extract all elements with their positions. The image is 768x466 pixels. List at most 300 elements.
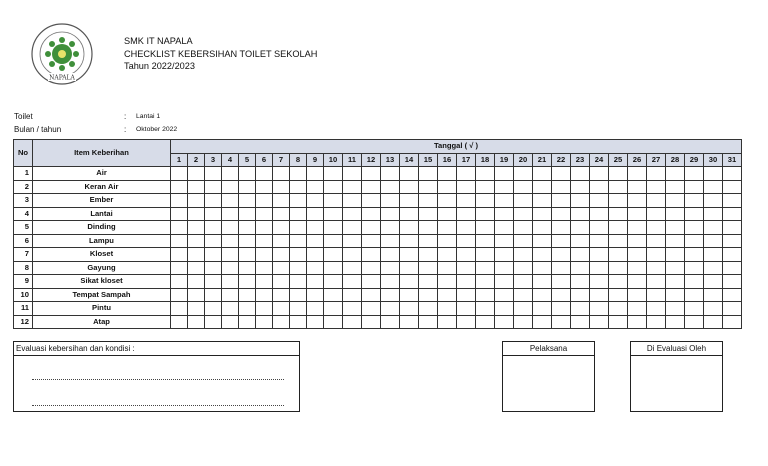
- check-cell[interactable]: [609, 167, 628, 181]
- check-cell[interactable]: [704, 194, 723, 208]
- check-cell[interactable]: [609, 261, 628, 275]
- check-cell[interactable]: [495, 221, 514, 235]
- check-cell[interactable]: [552, 234, 571, 248]
- check-cell[interactable]: [273, 221, 290, 235]
- check-cell[interactable]: [343, 261, 362, 275]
- check-cell[interactable]: [495, 315, 514, 329]
- check-cell[interactable]: [239, 288, 256, 302]
- check-cell[interactable]: [571, 194, 590, 208]
- check-cell[interactable]: [362, 261, 381, 275]
- check-cell[interactable]: [552, 275, 571, 289]
- check-cell[interactable]: [552, 221, 571, 235]
- check-cell[interactable]: [438, 275, 457, 289]
- check-cell[interactable]: [609, 234, 628, 248]
- check-cell[interactable]: [628, 288, 647, 302]
- check-cell[interactable]: [381, 167, 400, 181]
- check-cell[interactable]: [381, 288, 400, 302]
- check-cell[interactable]: [590, 194, 609, 208]
- check-cell[interactable]: [307, 248, 324, 262]
- check-cell[interactable]: [723, 248, 742, 262]
- check-cell[interactable]: [222, 194, 239, 208]
- check-cell[interactable]: [343, 207, 362, 221]
- check-cell[interactable]: [495, 167, 514, 181]
- check-cell[interactable]: [256, 315, 273, 329]
- check-cell[interactable]: [533, 207, 552, 221]
- check-cell[interactable]: [723, 207, 742, 221]
- check-cell[interactable]: [666, 275, 685, 289]
- check-cell[interactable]: [476, 194, 495, 208]
- check-cell[interactable]: [256, 207, 273, 221]
- check-cell[interactable]: [362, 180, 381, 194]
- check-cell[interactable]: [239, 275, 256, 289]
- check-cell[interactable]: [495, 207, 514, 221]
- check-cell[interactable]: [307, 194, 324, 208]
- check-cell[interactable]: [476, 221, 495, 235]
- check-cell[interactable]: [324, 315, 343, 329]
- check-cell[interactable]: [457, 302, 476, 316]
- check-cell[interactable]: [205, 194, 222, 208]
- check-cell[interactable]: [666, 302, 685, 316]
- check-cell[interactable]: [476, 207, 495, 221]
- check-cell[interactable]: [590, 248, 609, 262]
- check-cell[interactable]: [590, 302, 609, 316]
- check-cell[interactable]: [205, 275, 222, 289]
- check-cell[interactable]: [647, 180, 666, 194]
- check-cell[interactable]: [400, 221, 419, 235]
- check-cell[interactable]: [171, 261, 188, 275]
- check-cell[interactable]: [290, 167, 307, 181]
- check-cell[interactable]: [362, 288, 381, 302]
- check-cell[interactable]: [419, 248, 438, 262]
- check-cell[interactable]: [205, 248, 222, 262]
- check-cell[interactable]: [222, 261, 239, 275]
- check-cell[interactable]: [343, 234, 362, 248]
- check-cell[interactable]: [704, 248, 723, 262]
- check-cell[interactable]: [400, 248, 419, 262]
- check-cell[interactable]: [571, 248, 590, 262]
- check-cell[interactable]: [171, 275, 188, 289]
- check-cell[interactable]: [400, 261, 419, 275]
- check-cell[interactable]: [590, 288, 609, 302]
- check-cell[interactable]: [628, 221, 647, 235]
- check-cell[interactable]: [273, 234, 290, 248]
- check-cell[interactable]: [222, 288, 239, 302]
- check-cell[interactable]: [628, 234, 647, 248]
- check-cell[interactable]: [273, 167, 290, 181]
- check-cell[interactable]: [552, 180, 571, 194]
- check-cell[interactable]: [685, 261, 704, 275]
- check-cell[interactable]: [590, 315, 609, 329]
- check-cell[interactable]: [609, 315, 628, 329]
- check-cell[interactable]: [419, 315, 438, 329]
- check-cell[interactable]: [171, 288, 188, 302]
- check-cell[interactable]: [343, 248, 362, 262]
- check-cell[interactable]: [495, 261, 514, 275]
- check-cell[interactable]: [290, 315, 307, 329]
- check-cell[interactable]: [438, 302, 457, 316]
- check-cell[interactable]: [307, 234, 324, 248]
- check-cell[interactable]: [628, 248, 647, 262]
- pelaksana-signature-area[interactable]: [503, 356, 594, 410]
- check-cell[interactable]: [685, 167, 704, 181]
- check-cell[interactable]: [571, 221, 590, 235]
- check-cell[interactable]: [685, 194, 704, 208]
- check-cell[interactable]: [188, 302, 205, 316]
- check-cell[interactable]: [704, 207, 723, 221]
- check-cell[interactable]: [400, 194, 419, 208]
- check-cell[interactable]: [666, 167, 685, 181]
- check-cell[interactable]: [571, 302, 590, 316]
- check-cell[interactable]: [188, 221, 205, 235]
- check-cell[interactable]: [533, 221, 552, 235]
- check-cell[interactable]: [514, 248, 533, 262]
- check-cell[interactable]: [590, 207, 609, 221]
- check-cell[interactable]: [704, 302, 723, 316]
- check-cell[interactable]: [495, 234, 514, 248]
- check-cell[interactable]: [457, 275, 476, 289]
- check-cell[interactable]: [609, 288, 628, 302]
- check-cell[interactable]: [609, 302, 628, 316]
- check-cell[interactable]: [343, 194, 362, 208]
- check-cell[interactable]: [438, 288, 457, 302]
- check-cell[interactable]: [495, 248, 514, 262]
- check-cell[interactable]: [239, 167, 256, 181]
- check-cell[interactable]: [273, 288, 290, 302]
- check-cell[interactable]: [400, 207, 419, 221]
- check-cell[interactable]: [666, 221, 685, 235]
- check-cell[interactable]: [438, 207, 457, 221]
- check-cell[interactable]: [205, 302, 222, 316]
- check-cell[interactable]: [343, 315, 362, 329]
- check-cell[interactable]: [273, 261, 290, 275]
- check-cell[interactable]: [647, 288, 666, 302]
- check-cell[interactable]: [514, 221, 533, 235]
- check-cell[interactable]: [552, 248, 571, 262]
- check-cell[interactable]: [419, 302, 438, 316]
- check-cell[interactable]: [239, 302, 256, 316]
- check-cell[interactable]: [205, 288, 222, 302]
- check-cell[interactable]: [307, 315, 324, 329]
- check-cell[interactable]: [514, 302, 533, 316]
- check-cell[interactable]: [273, 180, 290, 194]
- check-cell[interactable]: [647, 315, 666, 329]
- check-cell[interactable]: [307, 288, 324, 302]
- check-cell[interactable]: [704, 275, 723, 289]
- check-cell[interactable]: [666, 207, 685, 221]
- check-cell[interactable]: [533, 315, 552, 329]
- check-cell[interactable]: [628, 302, 647, 316]
- check-cell[interactable]: [307, 261, 324, 275]
- check-cell[interactable]: [647, 302, 666, 316]
- check-cell[interactable]: [307, 302, 324, 316]
- check-cell[interactable]: [307, 275, 324, 289]
- check-cell[interactable]: [685, 288, 704, 302]
- check-cell[interactable]: [205, 207, 222, 221]
- check-cell[interactable]: [188, 261, 205, 275]
- check-cell[interactable]: [324, 167, 343, 181]
- check-cell[interactable]: [457, 248, 476, 262]
- check-cell[interactable]: [205, 221, 222, 235]
- check-cell[interactable]: [476, 288, 495, 302]
- check-cell[interactable]: [171, 234, 188, 248]
- check-cell[interactable]: [381, 221, 400, 235]
- check-cell[interactable]: [609, 221, 628, 235]
- check-cell[interactable]: [457, 194, 476, 208]
- check-cell[interactable]: [514, 315, 533, 329]
- check-cell[interactable]: [222, 207, 239, 221]
- check-cell[interactable]: [400, 167, 419, 181]
- check-cell[interactable]: [590, 167, 609, 181]
- check-cell[interactable]: [273, 194, 290, 208]
- check-cell[interactable]: [628, 167, 647, 181]
- check-cell[interactable]: [476, 315, 495, 329]
- check-cell[interactable]: [307, 167, 324, 181]
- check-cell[interactable]: [256, 248, 273, 262]
- check-cell[interactable]: [666, 248, 685, 262]
- check-cell[interactable]: [171, 194, 188, 208]
- check-cell[interactable]: [647, 275, 666, 289]
- check-cell[interactable]: [666, 288, 685, 302]
- check-cell[interactable]: [188, 248, 205, 262]
- check-cell[interactable]: [628, 180, 647, 194]
- check-cell[interactable]: [704, 234, 723, 248]
- check-cell[interactable]: [514, 194, 533, 208]
- check-cell[interactable]: [188, 234, 205, 248]
- check-cell[interactable]: [381, 194, 400, 208]
- check-cell[interactable]: [256, 302, 273, 316]
- check-cell[interactable]: [533, 261, 552, 275]
- check-cell[interactable]: [188, 315, 205, 329]
- check-cell[interactable]: [188, 207, 205, 221]
- check-cell[interactable]: [438, 180, 457, 194]
- check-cell[interactable]: [723, 315, 742, 329]
- check-cell[interactable]: [704, 221, 723, 235]
- check-cell[interactable]: [723, 275, 742, 289]
- check-cell[interactable]: [324, 288, 343, 302]
- check-cell[interactable]: [476, 180, 495, 194]
- check-cell[interactable]: [571, 167, 590, 181]
- check-cell[interactable]: [438, 315, 457, 329]
- check-cell[interactable]: [514, 180, 533, 194]
- check-cell[interactable]: [666, 261, 685, 275]
- check-cell[interactable]: [609, 275, 628, 289]
- check-cell[interactable]: [324, 207, 343, 221]
- check-cell[interactable]: [256, 234, 273, 248]
- check-cell[interactable]: [647, 207, 666, 221]
- check-cell[interactable]: [362, 248, 381, 262]
- check-cell[interactable]: [381, 234, 400, 248]
- check-cell[interactable]: [222, 275, 239, 289]
- evaluation-line-1[interactable]: [32, 379, 284, 380]
- check-cell[interactable]: [704, 180, 723, 194]
- check-cell[interactable]: [476, 302, 495, 316]
- check-cell[interactable]: [239, 221, 256, 235]
- check-cell[interactable]: [324, 275, 343, 289]
- check-cell[interactable]: [647, 221, 666, 235]
- check-cell[interactable]: [343, 221, 362, 235]
- check-cell[interactable]: [533, 234, 552, 248]
- check-cell[interactable]: [704, 167, 723, 181]
- check-cell[interactable]: [514, 167, 533, 181]
- check-cell[interactable]: [666, 180, 685, 194]
- check-cell[interactable]: [457, 288, 476, 302]
- check-cell[interactable]: [324, 261, 343, 275]
- check-cell[interactable]: [723, 194, 742, 208]
- check-cell[interactable]: [222, 315, 239, 329]
- check-cell[interactable]: [400, 288, 419, 302]
- check-cell[interactable]: [590, 261, 609, 275]
- check-cell[interactable]: [256, 288, 273, 302]
- check-cell[interactable]: [552, 288, 571, 302]
- check-cell[interactable]: [239, 207, 256, 221]
- check-cell[interactable]: [514, 207, 533, 221]
- check-cell[interactable]: [362, 167, 381, 181]
- check-cell[interactable]: [533, 288, 552, 302]
- check-cell[interactable]: [628, 207, 647, 221]
- check-cell[interactable]: [343, 302, 362, 316]
- check-cell[interactable]: [495, 302, 514, 316]
- check-cell[interactable]: [495, 275, 514, 289]
- evaluation-line-2[interactable]: [32, 405, 284, 406]
- check-cell[interactable]: [273, 302, 290, 316]
- check-cell[interactable]: [628, 194, 647, 208]
- check-cell[interactable]: [362, 234, 381, 248]
- check-cell[interactable]: [419, 261, 438, 275]
- check-cell[interactable]: [400, 234, 419, 248]
- check-cell[interactable]: [290, 221, 307, 235]
- check-cell[interactable]: [400, 315, 419, 329]
- check-cell[interactable]: [628, 275, 647, 289]
- check-cell[interactable]: [533, 302, 552, 316]
- check-cell[interactable]: [400, 302, 419, 316]
- check-cell[interactable]: [307, 180, 324, 194]
- check-cell[interactable]: [685, 234, 704, 248]
- check-cell[interactable]: [723, 288, 742, 302]
- check-cell[interactable]: [362, 275, 381, 289]
- check-cell[interactable]: [381, 315, 400, 329]
- check-cell[interactable]: [457, 261, 476, 275]
- check-cell[interactable]: [438, 234, 457, 248]
- check-cell[interactable]: [438, 248, 457, 262]
- check-cell[interactable]: [239, 261, 256, 275]
- check-cell[interactable]: [290, 275, 307, 289]
- check-cell[interactable]: [381, 261, 400, 275]
- check-cell[interactable]: [256, 261, 273, 275]
- check-cell[interactable]: [256, 221, 273, 235]
- check-cell[interactable]: [438, 167, 457, 181]
- check-cell[interactable]: [273, 275, 290, 289]
- check-cell[interactable]: [514, 288, 533, 302]
- check-cell[interactable]: [685, 275, 704, 289]
- check-cell[interactable]: [256, 180, 273, 194]
- check-cell[interactable]: [723, 302, 742, 316]
- check-cell[interactable]: [723, 261, 742, 275]
- check-cell[interactable]: [609, 248, 628, 262]
- check-cell[interactable]: [571, 288, 590, 302]
- check-cell[interactable]: [647, 167, 666, 181]
- check-cell[interactable]: [324, 180, 343, 194]
- check-cell[interactable]: [273, 207, 290, 221]
- check-cell[interactable]: [381, 275, 400, 289]
- check-cell[interactable]: [666, 315, 685, 329]
- check-cell[interactable]: [290, 302, 307, 316]
- check-cell[interactable]: [171, 180, 188, 194]
- check-cell[interactable]: [552, 315, 571, 329]
- check-cell[interactable]: [256, 167, 273, 181]
- check-cell[interactable]: [533, 194, 552, 208]
- check-cell[interactable]: [290, 180, 307, 194]
- check-cell[interactable]: [324, 302, 343, 316]
- check-cell[interactable]: [239, 180, 256, 194]
- check-cell[interactable]: [188, 288, 205, 302]
- check-cell[interactable]: [590, 180, 609, 194]
- check-cell[interactable]: [381, 207, 400, 221]
- check-cell[interactable]: [685, 248, 704, 262]
- check-cell[interactable]: [256, 194, 273, 208]
- check-cell[interactable]: [256, 275, 273, 289]
- check-cell[interactable]: [324, 194, 343, 208]
- check-cell[interactable]: [590, 221, 609, 235]
- check-cell[interactable]: [171, 302, 188, 316]
- check-cell[interactable]: [307, 221, 324, 235]
- check-cell[interactable]: [222, 167, 239, 181]
- check-cell[interactable]: [571, 275, 590, 289]
- check-cell[interactable]: [419, 275, 438, 289]
- check-cell[interactable]: [533, 248, 552, 262]
- check-cell[interactable]: [723, 180, 742, 194]
- check-cell[interactable]: [495, 180, 514, 194]
- check-cell[interactable]: [476, 234, 495, 248]
- check-cell[interactable]: [685, 302, 704, 316]
- check-cell[interactable]: [552, 194, 571, 208]
- check-cell[interactable]: [704, 315, 723, 329]
- check-cell[interactable]: [290, 234, 307, 248]
- check-cell[interactable]: [307, 207, 324, 221]
- check-cell[interactable]: [457, 167, 476, 181]
- check-cell[interactable]: [419, 288, 438, 302]
- check-cell[interactable]: [343, 167, 362, 181]
- check-cell[interactable]: [239, 248, 256, 262]
- check-cell[interactable]: [590, 234, 609, 248]
- check-cell[interactable]: [533, 180, 552, 194]
- check-cell[interactable]: [666, 234, 685, 248]
- check-cell[interactable]: [290, 261, 307, 275]
- check-cell[interactable]: [723, 167, 742, 181]
- check-cell[interactable]: [324, 248, 343, 262]
- check-cell[interactable]: [495, 288, 514, 302]
- check-cell[interactable]: [362, 315, 381, 329]
- check-cell[interactable]: [590, 275, 609, 289]
- check-cell[interactable]: [362, 221, 381, 235]
- check-cell[interactable]: [438, 221, 457, 235]
- check-cell[interactable]: [476, 248, 495, 262]
- check-cell[interactable]: [171, 248, 188, 262]
- check-cell[interactable]: [381, 180, 400, 194]
- check-cell[interactable]: [222, 234, 239, 248]
- check-cell[interactable]: [514, 234, 533, 248]
- check-cell[interactable]: [205, 180, 222, 194]
- check-cell[interactable]: [438, 194, 457, 208]
- check-cell[interactable]: [704, 288, 723, 302]
- check-cell[interactable]: [476, 275, 495, 289]
- check-cell[interactable]: [205, 315, 222, 329]
- check-cell[interactable]: [723, 221, 742, 235]
- check-cell[interactable]: [239, 315, 256, 329]
- check-cell[interactable]: [222, 302, 239, 316]
- check-cell[interactable]: [362, 302, 381, 316]
- check-cell[interactable]: [419, 194, 438, 208]
- check-cell[interactable]: [343, 288, 362, 302]
